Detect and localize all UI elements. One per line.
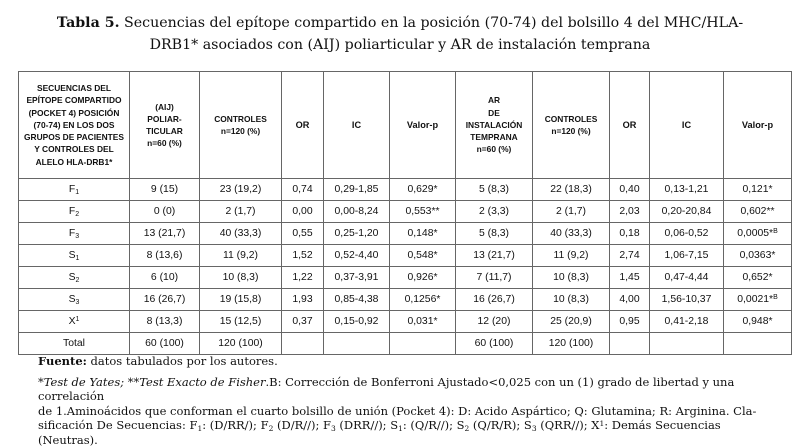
cell-p1 [390,333,456,355]
cell-or1: 1,93 [282,289,324,311]
cell-or2: 2,03 [610,201,650,223]
table-row [19,311,792,333]
cell-ic2: 0,06-0,52 [650,223,724,245]
cell-ctrl2: 40 (33,3) [533,223,610,245]
cell-p2: 0,948* [724,311,792,333]
footnote-line3: sificación De Secuencias: $F_1$: (D/RR/); $F_2$ (D/R//); $F_3$ (DRR//); $S_1$: (Q/R//); $S_2$ (Q/R/R); $S_3$ (QRR//); $X^1$: Demás Secuencias (Neutras). [38,418,721,447]
table-row [19,289,792,311]
cell-ic1: 0,29-1,85 [324,179,390,201]
header-controls-2: CONTROLES n=120 (%) [533,72,610,179]
cell-ctrl2: 22 (18,3) [533,179,610,201]
cell-ar: 12 (20) [456,311,533,333]
cell-ic1: 0,85-4,38 [324,289,390,311]
cell-p1: 0,548* [390,245,456,267]
cell-ic2 [650,333,724,355]
footnote-line2: de 1.Aminoácidos que conforman el cuarto bolsillo de unión (Pocket 4): D: Acido Aspártico; Q: Glutamina; R: Arginina. Cla- [38,403,757,418]
table-row [19,223,792,245]
title-text-line1: Secuencias del epítope compartido en la posición (70-74) del bolsillo 4 del MHC/HLA- [124,15,744,31]
header-controls-1: CONTROLES n=120 (%) [200,72,282,179]
footnote-line1: *Test de Yates; **Test Exacto de Fisher.B: Corrección de Bonferroni Ajustado<0,025 con un (1) grado de libertad y una correlación [38,374,735,403]
header-row [19,72,792,179]
cell-ic1: 0,25-1,20 [324,223,390,245]
header-or-2: OR [610,72,650,179]
cell-p2: 0,0363* [724,245,792,267]
cell-p1: 0,629* [390,179,456,201]
cell-ctrl2: 10 (8,3) [533,289,610,311]
title-text-line2: DRB1* asociados con (AIJ) poliarticular y AR de instalación temprana [149,37,651,53]
cell-ctrl1: 10 (8,3) [200,267,282,289]
source-note: Fuente: datos tabulados por los autores. [38,354,278,368]
cell-ar: 5 (8,3) [456,223,533,245]
cell-ar: 5 (8,3) [456,179,533,201]
row-label: $S_1$ [19,245,130,267]
cell-p2: 0,0005*$^B$ [724,223,792,245]
cell-p1: 0,031* [390,311,456,333]
cell-ic2: 1,06-7,15 [650,245,724,267]
cell-ar: 7 (11,7) [456,267,533,289]
cell-p1: 0,148* [390,223,456,245]
table-row [19,267,792,289]
cell-or2: 4,00 [610,289,650,311]
cell-or2 [610,333,650,355]
header-ar: AR DE INSTALACIÓN TEMPRANA n=60 (%) [456,72,533,179]
header-p-value-1: Valor-p [390,72,456,179]
cell-p1: 0,926* [390,267,456,289]
cell-ctrl1: 23 (19,2) [200,179,282,201]
cell-ctrl1: 120 (100) [200,333,282,355]
header-ic-2: IC [650,72,724,179]
cell-ic1 [324,333,390,355]
cell-ctrl1: 40 (33,3) [200,223,282,245]
cell-ic1: 0,52-4,40 [324,245,390,267]
cell-aij: 16 (26,7) [130,289,200,311]
cell-ic1: 0,15-0,92 [324,311,390,333]
cell-ic1: 0,00-8,24 [324,201,390,223]
header-aij: (AIJ) POLIAR- TICULAR n=60 (%) [130,72,200,179]
row-label: $F_3$ [19,223,130,245]
cell-or2: 0,18 [610,223,650,245]
header-ic-1: IC [324,72,390,179]
cell-or1 [282,333,324,355]
cell-ic2: 0,20-20,84 [650,201,724,223]
cell-p2: 0,602** [724,201,792,223]
cell-aij: 6 (10) [130,267,200,289]
cell-ic1: 0,37-3,91 [324,267,390,289]
table-row [19,179,792,201]
cell-ar: 60 (100) [456,333,533,355]
cell-p2: 0,0021*$^B$ [724,289,792,311]
cell-or1: 1,52 [282,245,324,267]
cell-p2: 0,652* [724,267,792,289]
table-notes [38,354,778,447]
cell-aij: 13 (21,7) [130,223,200,245]
cell-aij: 8 (13,3) [130,311,200,333]
cell-p1: 0,1256* [390,289,456,311]
cell-aij: 60 (100) [130,333,200,355]
header-p-value-2: Valor-p [724,72,792,179]
cell-or1: 0,55 [282,223,324,245]
row-label: $S_3$ [19,289,130,311]
cell-or2: 1,45 [610,267,650,289]
row-label: Total [19,333,130,355]
cell-ctrl1: 19 (15,8) [200,289,282,311]
cell-or2: 0,40 [610,179,650,201]
cell-ctrl2: 11 (9,2) [533,245,610,267]
header-sequences: SECUENCIAS DEL EPÍTOPE COMPARTIDO (POCKET 4) POSICIÓN (70-74) EN LOS DOS GRUPOS DE PACIENTES Y CONTROLES DEL ALELO HLA-DRB1* [19,72,130,179]
row-label: $F_2$ [19,201,130,223]
cell-ar: 13 (21,7) [456,245,533,267]
cell-ctrl1: 15 (12,5) [200,311,282,333]
cell-or2: 0,95 [610,311,650,333]
cell-or2: 2,74 [610,245,650,267]
cell-ar: 2 (3,3) [456,201,533,223]
cell-aij: 9 (15) [130,179,200,201]
cell-ctrl2: 25 (20,9) [533,311,610,333]
cell-p2 [724,333,792,355]
row-label: $S_2$ [19,267,130,289]
cell-ar: 16 (26,7) [456,289,533,311]
table-row [19,201,792,223]
row-label: $X^1$ [19,311,130,333]
cell-ctrl2: 120 (100) [533,333,610,355]
data-table [18,71,792,355]
table-row [19,245,792,267]
table-label: Tabla 5. [56,15,120,31]
cell-aij: 8 (13,6) [130,245,200,267]
cell-or1: 0,37 [282,311,324,333]
cell-p2: 0,121* [724,179,792,201]
table-row [19,333,792,355]
cell-ctrl1: 2 (1,7) [200,201,282,223]
cell-aij: 0 (0) [130,201,200,223]
cell-p1: 0,553** [390,201,456,223]
header-or-1: OR [282,72,324,179]
cell-or1: 0,00 [282,201,324,223]
cell-ic2: 0,13-1,21 [650,179,724,201]
cell-ctrl2: 2 (1,7) [533,201,610,223]
cell-ic2: 0,41-2,18 [650,311,724,333]
cell-ctrl1: 11 (9,2) [200,245,282,267]
table-title [40,12,760,56]
cell-or1: 0,74 [282,179,324,201]
cell-or1: 1,22 [282,267,324,289]
cell-ic2: 1,56-10,37 [650,289,724,311]
cell-ic2: 0,47-4,44 [650,267,724,289]
row-label: $F_1$ [19,179,130,201]
cell-ctrl2: 10 (8,3) [533,267,610,289]
